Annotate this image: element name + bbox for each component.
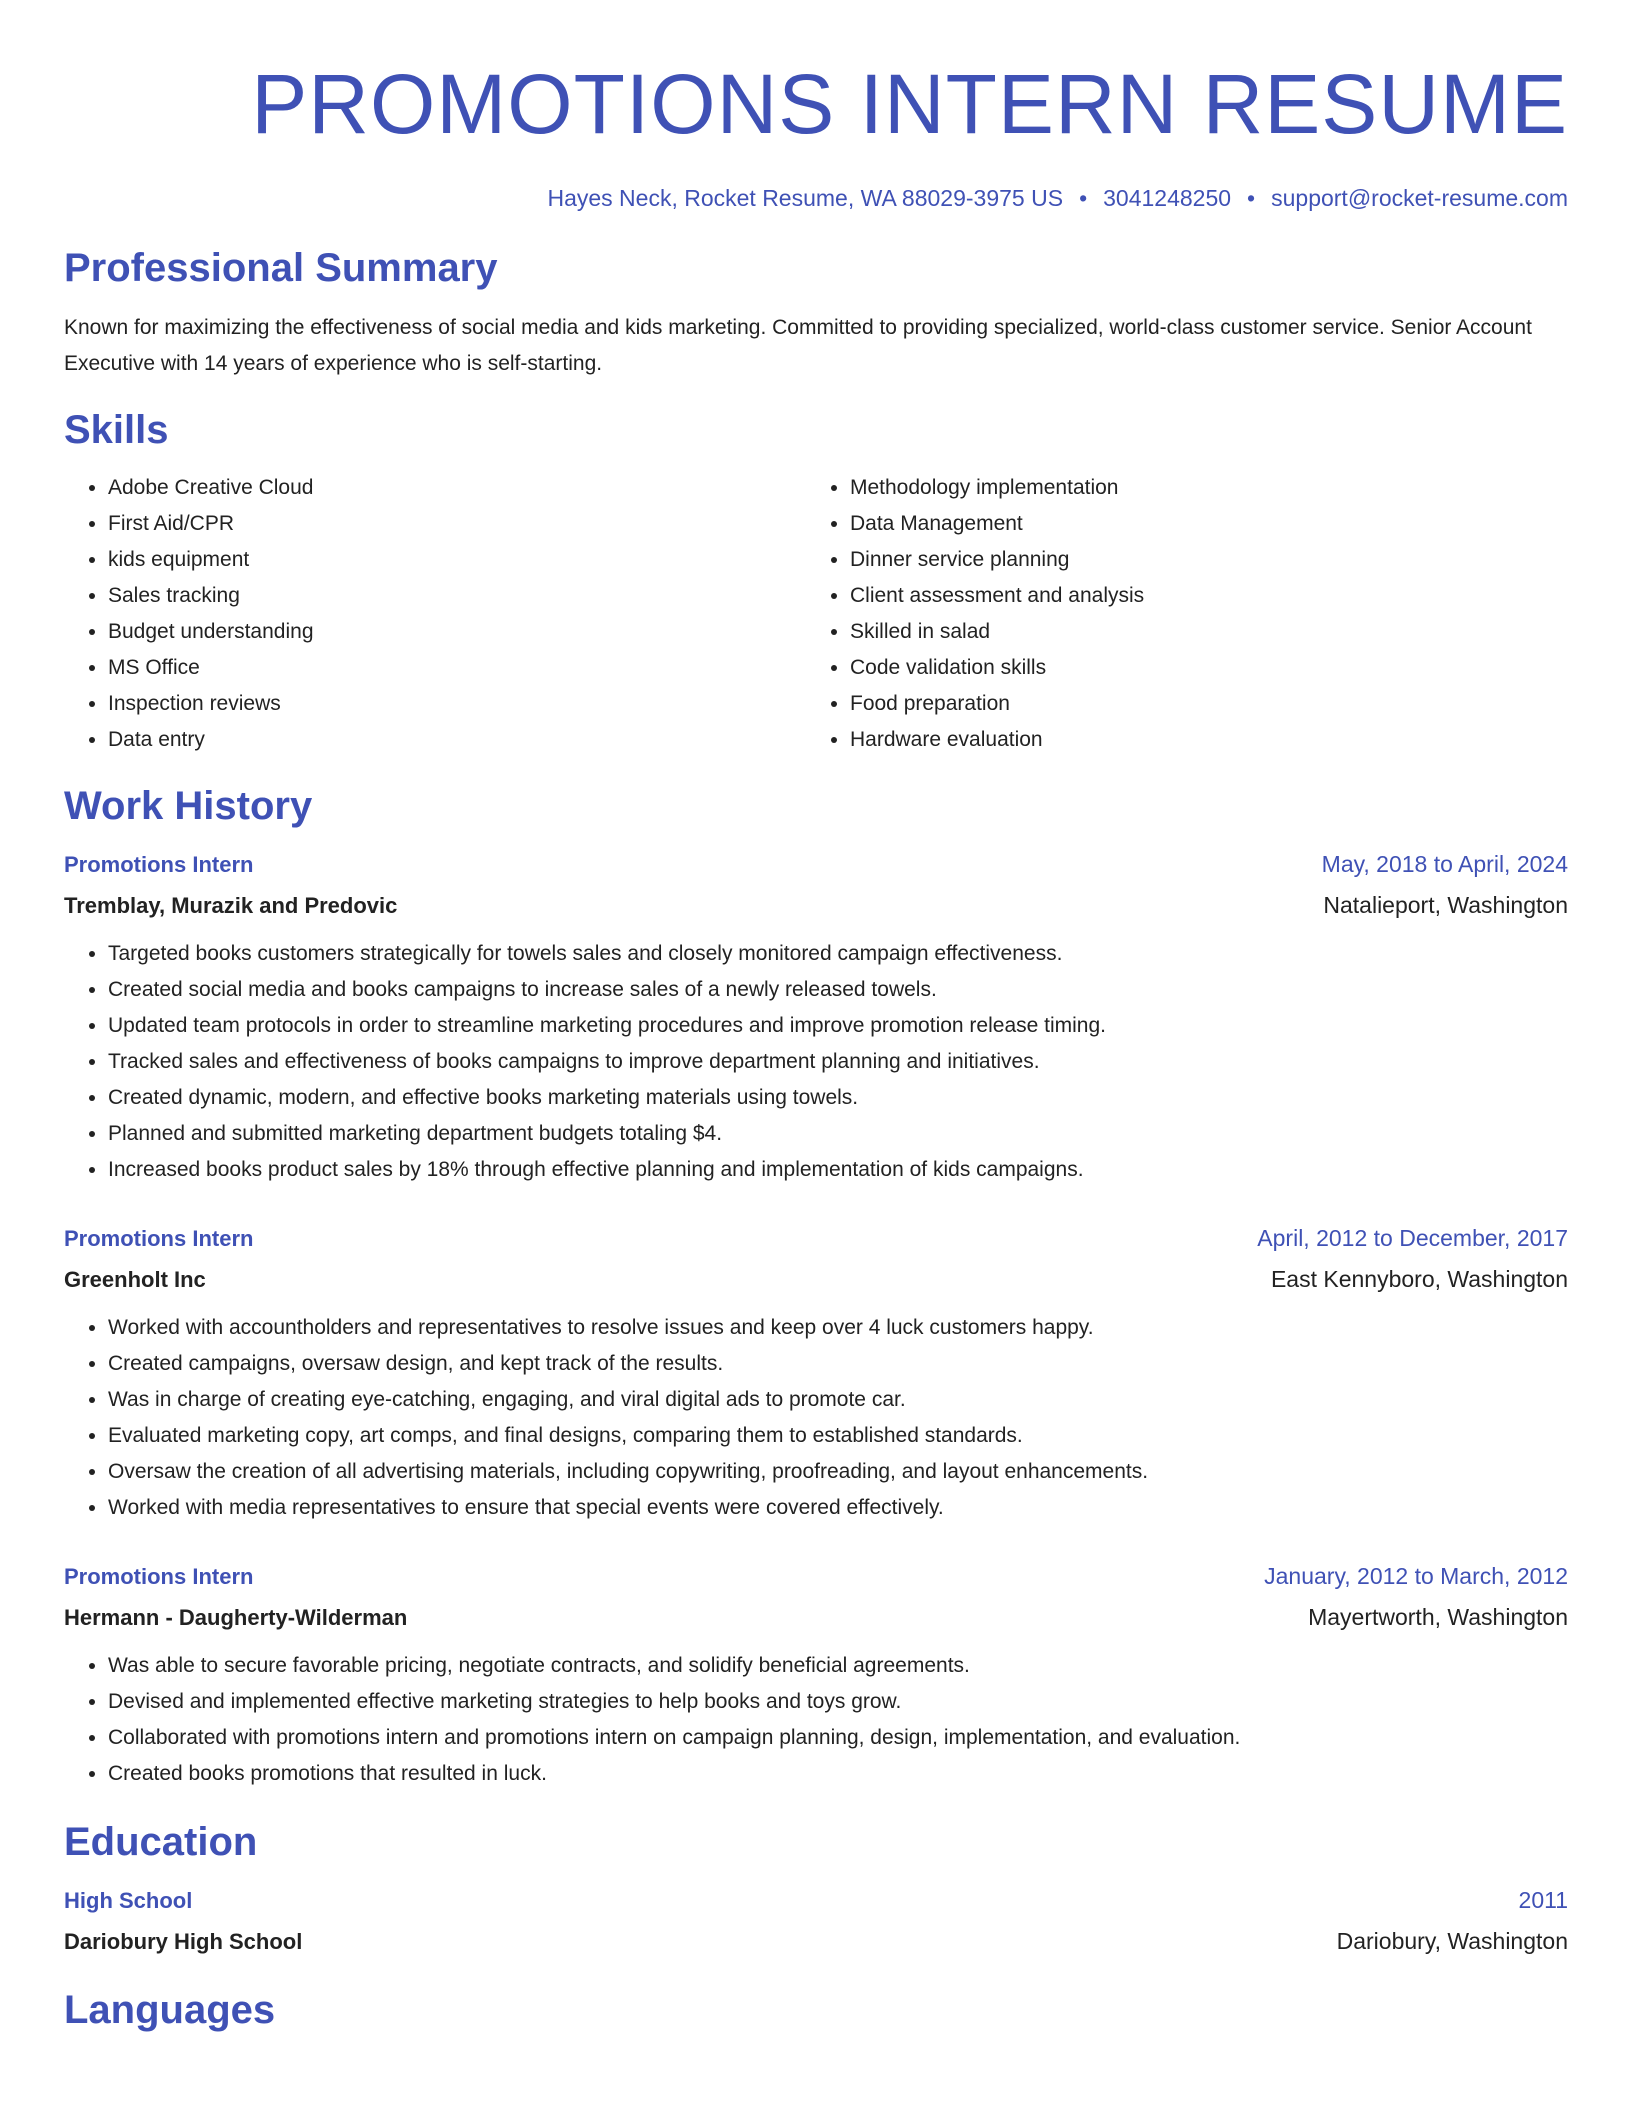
skills-column-left xyxy=(64,470,806,758)
job-company: Hermann - Daugherty-Wilderman xyxy=(64,1605,408,1630)
job-bullet: • Collaborated with promotions intern and promotions intern on campaign planning, design, implementation, and evaluation. xyxy=(108,1720,1568,1756)
job-bullet: • Worked with accountholders and representatives to resolve issues and keep over 4 luck customers happy. xyxy=(108,1310,1568,1346)
skills-column-right xyxy=(806,470,1548,758)
resume-page xyxy=(64,0,1568,2036)
skill-item: • Budget understanding xyxy=(108,614,806,650)
job-company: Greenholt Inc xyxy=(64,1267,206,1292)
education-degree: High School xyxy=(64,1888,193,1913)
job-bullet: • Was able to secure favorable pricing, negotiate contracts, and solidify beneficial agreements. xyxy=(108,1648,1568,1684)
skill-item: • Skilled in salad xyxy=(850,614,1548,650)
job-dates: May, 2018 to April, 2024 xyxy=(1321,851,1568,877)
job-header xyxy=(64,1218,1568,1259)
job-entry xyxy=(64,844,1568,1188)
job-header xyxy=(64,1556,1568,1597)
job-bullets xyxy=(64,936,1568,1188)
skill-item: • Code validation skills xyxy=(850,650,1548,686)
skill-item: • Food preparation xyxy=(850,686,1548,722)
job-bullet: • Was in charge of creating eye-catching, engaging, and viral digital ads to promote car. xyxy=(108,1382,1568,1418)
job-bullet: • Created social media and books campaigns to increase sales of a newly released towels. xyxy=(108,972,1568,1008)
separator-dot: • xyxy=(1079,185,1088,211)
job-bullet: • Updated team protocols in order to streamline marketing procedures and improve promotion release timing. xyxy=(108,1008,1568,1044)
contact-phone: 3041248250 xyxy=(1103,185,1232,211)
job-role: Promotions Intern xyxy=(64,1226,254,1251)
job-bullet: • Created dynamic, modern, and effective books marketing materials using towels. xyxy=(108,1080,1568,1116)
contact-email[interactable]: support@rocket-resume.com xyxy=(1271,185,1568,211)
education-year: 2011 xyxy=(1518,1887,1568,1913)
resume-title: PROMOTIONS INTERN RESUME xyxy=(251,57,1568,151)
job-subheader xyxy=(64,1259,1568,1300)
skill-item: • Sales tracking xyxy=(108,578,806,614)
skill-item: • Data Management xyxy=(850,506,1548,542)
contact-line xyxy=(64,180,1568,216)
skill-item: • Data entry xyxy=(108,722,806,758)
job-bullet: • Created books promotions that resulted in luck. xyxy=(108,1756,1568,1792)
job-role: Promotions Intern xyxy=(64,1564,254,1589)
job-bullet: • Tracked sales and effectiveness of books campaigns to improve department planning and initiatives. xyxy=(108,1044,1568,1080)
education-subheader xyxy=(64,1921,1568,1962)
education-heading: Education xyxy=(64,1820,258,1864)
education-entry xyxy=(64,1880,1568,1962)
skill-item: • Dinner service planning xyxy=(850,542,1548,578)
job-bullets xyxy=(64,1648,1568,1792)
skill-item: • Inspection reviews xyxy=(108,686,806,722)
job-location: Mayertworth, Washington xyxy=(1308,1604,1568,1630)
work-history-heading: Work History xyxy=(64,784,313,828)
skill-item: • MS Office xyxy=(108,650,806,686)
job-bullet: • Evaluated marketing copy, art comps, and final designs, comparing them to established standards. xyxy=(108,1418,1568,1454)
job-dates: January, 2012 to March, 2012 xyxy=(1264,1563,1568,1589)
job-location: East Kennyboro, Washington xyxy=(1270,1266,1568,1292)
job-bullet: • Devised and implemented effective marketing strategies to help books and toys grow. xyxy=(108,1684,1568,1720)
job-bullet: • Planned and submitted marketing department budgets totaling $4. xyxy=(108,1116,1568,1152)
job-location: Natalieport, Washington xyxy=(1323,892,1568,918)
summary-heading: Professional Summary xyxy=(64,246,498,290)
job-bullet: • Oversaw the creation of all advertising materials, including copywriting, proofreading, and layout enhancements. xyxy=(108,1454,1568,1490)
education-header xyxy=(64,1880,1568,1921)
languages-heading: Languages xyxy=(64,1988,276,2032)
job-bullets xyxy=(64,1310,1568,1526)
contact-address: Hayes Neck, Rocket Resume, WA 88029-3975 US xyxy=(547,185,1064,211)
job-header xyxy=(64,844,1568,885)
skill-item: • First Aid/CPR xyxy=(108,506,806,542)
job-subheader xyxy=(64,1597,1568,1638)
job-dates: April, 2012 to December, 2017 xyxy=(1257,1225,1568,1251)
job-bullet: • Increased books product sales by 18% through effective planning and implementation of kids campaigns. xyxy=(108,1152,1568,1188)
job-entry xyxy=(64,1556,1568,1792)
skill-item: • Methodology implementation xyxy=(850,470,1548,506)
job-bullet: • Created campaigns, oversaw design, and kept track of the results. xyxy=(108,1346,1568,1382)
summary-text: Known for maximizing the effectiveness of social media and kids marketing. Committed to providing specialized, world-class customer service. Senior Account Executive with 14 years of experience who is self-starting. xyxy=(64,316,1532,375)
separator-dot: • xyxy=(1247,185,1256,211)
education-location: Dariobury, Washington xyxy=(1336,1928,1568,1954)
job-subheader xyxy=(64,885,1568,926)
job-role: Promotions Intern xyxy=(64,852,254,877)
job-company: Tremblay, Murazik and Predovic xyxy=(64,893,398,918)
skills-list xyxy=(64,470,1568,758)
job-bullet: • Worked with media representatives to ensure that special events were covered effectively. xyxy=(108,1490,1568,1526)
skill-item: • Hardware evaluation xyxy=(850,722,1548,758)
skills-heading: Skills xyxy=(64,408,169,452)
skill-item: • Adobe Creative Cloud xyxy=(108,470,806,506)
education-school: Dariobury High School xyxy=(64,1929,303,1954)
job-bullet: • Targeted books customers strategically for towels sales and closely monitored campaign effectiveness. xyxy=(108,936,1568,972)
skill-item: • Client assessment and analysis xyxy=(850,578,1548,614)
skill-item: • kids equipment xyxy=(108,542,806,578)
job-entry xyxy=(64,1218,1568,1526)
